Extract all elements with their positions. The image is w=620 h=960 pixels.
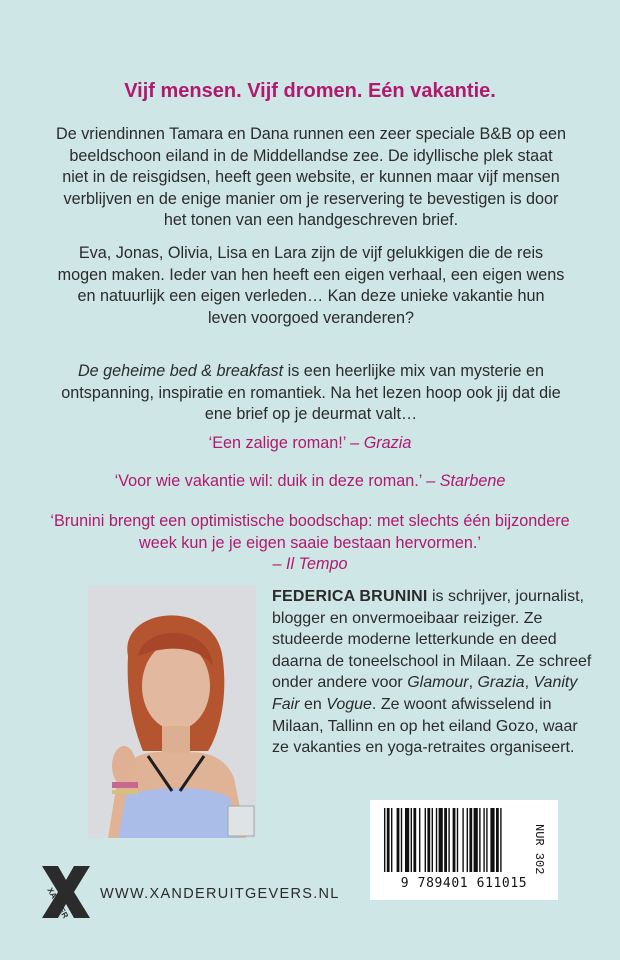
barcode-bar [496,808,499,872]
barcode-bar [411,808,412,872]
book-title: De geheime bed & breakfast [77,362,284,380]
author-photo [88,586,256,838]
barcode-bar [419,808,420,872]
author-bio [272,586,592,759]
review-quote-1 [40,433,580,455]
quote-text: ‘Een zalige roman!’ – [208,434,364,452]
barcode-bar [486,808,487,872]
quote-source: Grazia [363,434,412,452]
barcode-bar [401,808,402,872]
barcode-bar [413,808,416,872]
synopsis-paragraph-3-text: is een heerlijke mix van mysterie en ontspanning, inspiratie en romantiek. Na het lezen hoop ook jij dat die ene brief op je deurmat valt… [61,362,561,423]
review-quote-3 [40,511,580,576]
quote-source: Starbene [439,472,506,490]
barcode-bar [425,808,426,872]
barcode-bar [427,808,430,872]
author-name: FEDERICA BRUNINI [272,588,428,605]
separator: , [468,674,478,692]
barcode-bar [432,808,433,872]
barcode-bar [474,808,478,872]
barcode-bar [490,808,494,872]
synopsis-paragraph-3 [56,361,566,426]
publisher-website[interactable]: WWW.XANDERUITGEVERS.NL [100,886,340,902]
barcode-bar [384,808,385,872]
barcode-bar [469,808,472,872]
barcode-bar [405,808,409,872]
barcode-bar [500,808,501,872]
magazine-name: Vogue [326,695,372,713]
bio-text: is schrijver, journalist, blogger en onvermoeibaar reiziger. Ze studeerde moderne letterkunde en deed daarna de toneelschool in Milaan. Ze schreef onder andere voor [272,588,592,692]
separator: , [524,674,534,692]
quote-source: – Il Tempo [272,555,348,573]
barcode-bar [453,808,456,872]
magazine-name: Glamour [407,674,469,692]
bio-text: . Ze woont afwisselend in Milaan, Tallinn en op het eiland Gozo, waar ze vakanties en yoga-retraites organiseert. [272,695,578,757]
synopsis-paragraph-2: Eva, Jonas, Olivia, Lisa en Lara zijn de vijf gelukkigen die de reis mogen maken. Ieder van hen heeft een eigen verhaal, een eigen wens en natuurlijk een eigen verleden… Kan deze unieke vakantie hun leven voorgoed veranderen? [57,244,565,327]
headline: Vijf mensen. Vijf dromen. Eén vakantie. [124,80,496,102]
barcode-bar [479,808,480,872]
barcode-bar [444,808,447,872]
barcode-bar [448,808,449,872]
barcode-bar [391,808,392,872]
isbn-digits: 9 789401 611015 [400,876,528,891]
synopsis-paragraph-1: De vriendinnen Tamara en Dana runnen een zeer speciale B&B op een beeldschoon eiland in de Middellandse zee. De idyllische plek staat niet in de reisgidsen, heeft geen website, er kunnen maar vijf mensen verblijven en de enige manier om je reservering te bevestigen is door het tonen van een handgeschreven brief. [56,125,566,229]
barcode-bar [387,808,390,872]
barcode-bar [397,808,400,872]
barcode-bar [439,808,443,872]
barcode-bar [457,808,458,872]
magazine-name: Grazia [477,674,525,692]
quote-text: ‘Voor wie vakantie wil: duik in deze roman.’ – [114,472,440,490]
nur-code: NUR 302 [532,823,546,875]
publisher-logo [36,860,96,930]
quote-text: ‘Brunini brengt een optimistische boodschap: met slechts één bijzondere week kun je je eigen saaie bestaan hervormen.’ [50,512,570,552]
barcode-bar [467,808,468,872]
barcode-bar [436,808,437,872]
barcode-bar [483,808,484,872]
barcode-bar [462,808,463,872]
review-quote-2 [40,471,580,493]
separator: en [299,695,327,713]
logo-text: XANDER [45,886,71,920]
magazine-name: Vanity Fair [272,674,578,713]
